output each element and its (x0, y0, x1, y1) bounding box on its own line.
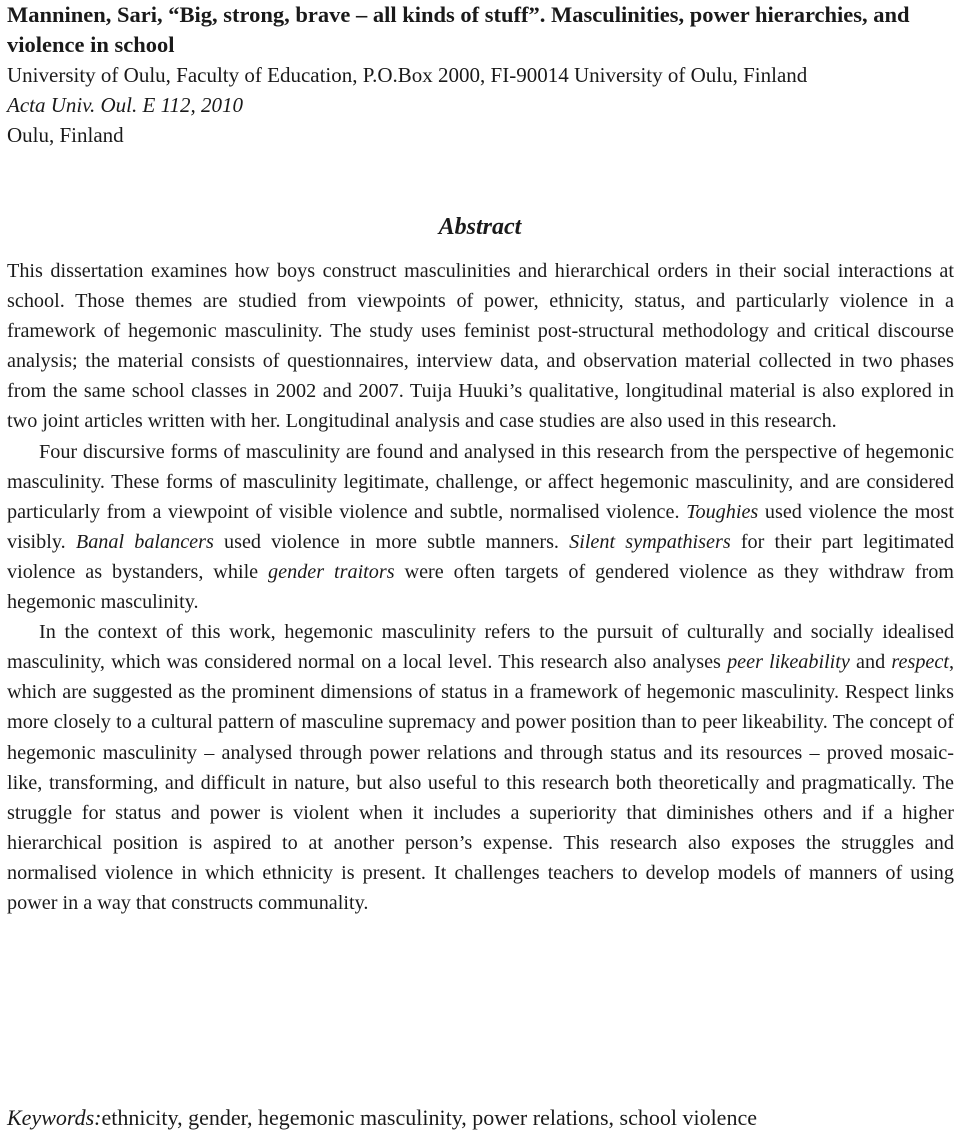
document-title: Manninen, Sari, “Big, strong, brave – all kinds of stuff”. Masculinities, power hierarchies, and violence in school (7, 2, 910, 57)
abstract-body (7, 256, 954, 918)
term-silent-sympathisers: Silent sympathisers (569, 530, 731, 553)
term-toughies: Toughies (686, 500, 759, 523)
abstract-p2-text-3: used violence in more subtle manners. (213, 530, 570, 553)
abstract-p2-text-5: were often targets of gendered violence as they withdraw from hegemonic masculinity. (7, 560, 954, 614)
abstract-p2-text-2: used violence the most visibly. (7, 500, 954, 553)
term-gender-traitors: gender traitors (268, 560, 395, 583)
abstract-p2-text-1: Four discursive forms of masculinity are found and analysed in this research from the perspective of hegemonic masculinity. These forms of masculinity legitimate, challenge, or affect hegemonic masculinity, and are considered particularly from a viewpoint of visible violence and subtle, normalised violence. (7, 440, 954, 523)
term-banal-balancers: Banal balancers (75, 530, 214, 553)
term-respect: respect (891, 651, 949, 674)
abstract-paragraph-3 (7, 617, 954, 918)
citation-header (7, 0, 954, 150)
abstract-p3-text-1: In the context of this work, hegemonic masculinity refers to the pursuit of culturally and socially idealised masculinity, which was considered normal on a local level. This research also analyses (7, 621, 954, 674)
abstract-heading: Abstract (438, 214, 522, 240)
abstract-paragraph-2 (7, 437, 954, 618)
abstract-p2-text-4: for their part legitimated violence as bystanders, while (7, 530, 954, 583)
keywords-label: Keywords: (7, 1105, 102, 1130)
abstract-p1-text: This dissertation examines how boys construct masculinities and hierarchical orders in their social interactions at school. Those themes are studied from viewpoints of power, ethnicity, status, and particularly violence in a framework of hegemonic masculinity. The study uses feminist post-structural methodology and critical discourse analysis; the material consists of questionnaires, interview data, and observation material collected in two phases from the same school classes in 2002 and 2007. Tuija Huuki’s qualitative, longitudinal material is also explored in two joint articles written with her. Longitudinal analysis and case studies are also used in this research. (7, 260, 954, 433)
term-peer-likeability: peer likeability (727, 651, 850, 674)
abstract-paragraph-1 (7, 256, 954, 437)
keywords-line (7, 1103, 954, 1133)
affiliation: University of Oulu, Faculty of Education, P.O.Box 2000, FI-90014 University of Oulu, Finland (7, 63, 808, 87)
abstract-p3-text-3: , which are suggested as the prominent dimensions of status in a framework of hegemonic masculinity. Respect links more closely to a cultural pattern of masculine supremacy and power position than to peer likeability. The concept of hegemonic masculinity – analysed through power relations and through status and its resources – proved mosaic-like, transforming, and difficult in nature, but also useful to this research both theoretically and pragmatically. The struggle for status and power is violent when it includes a superiority that diminishes others and if a higher hierarchical position is aspired to at another person’s expense. This research also exposes the struggles and normalised violence in which ethnicity is present. It challenges teachers to develop models of manners of using power in a way that constructs communality. (7, 651, 954, 914)
series-info (7, 90, 954, 120)
series-citation: Acta Univ. Oul. E 112, 2010 (7, 93, 244, 117)
abstract-p3-text-2: and (849, 651, 892, 674)
location: Oulu, Finland (7, 123, 124, 147)
keywords-list: ethnicity, gender, hegemonic masculinity, power relations, school violence (101, 1105, 757, 1130)
